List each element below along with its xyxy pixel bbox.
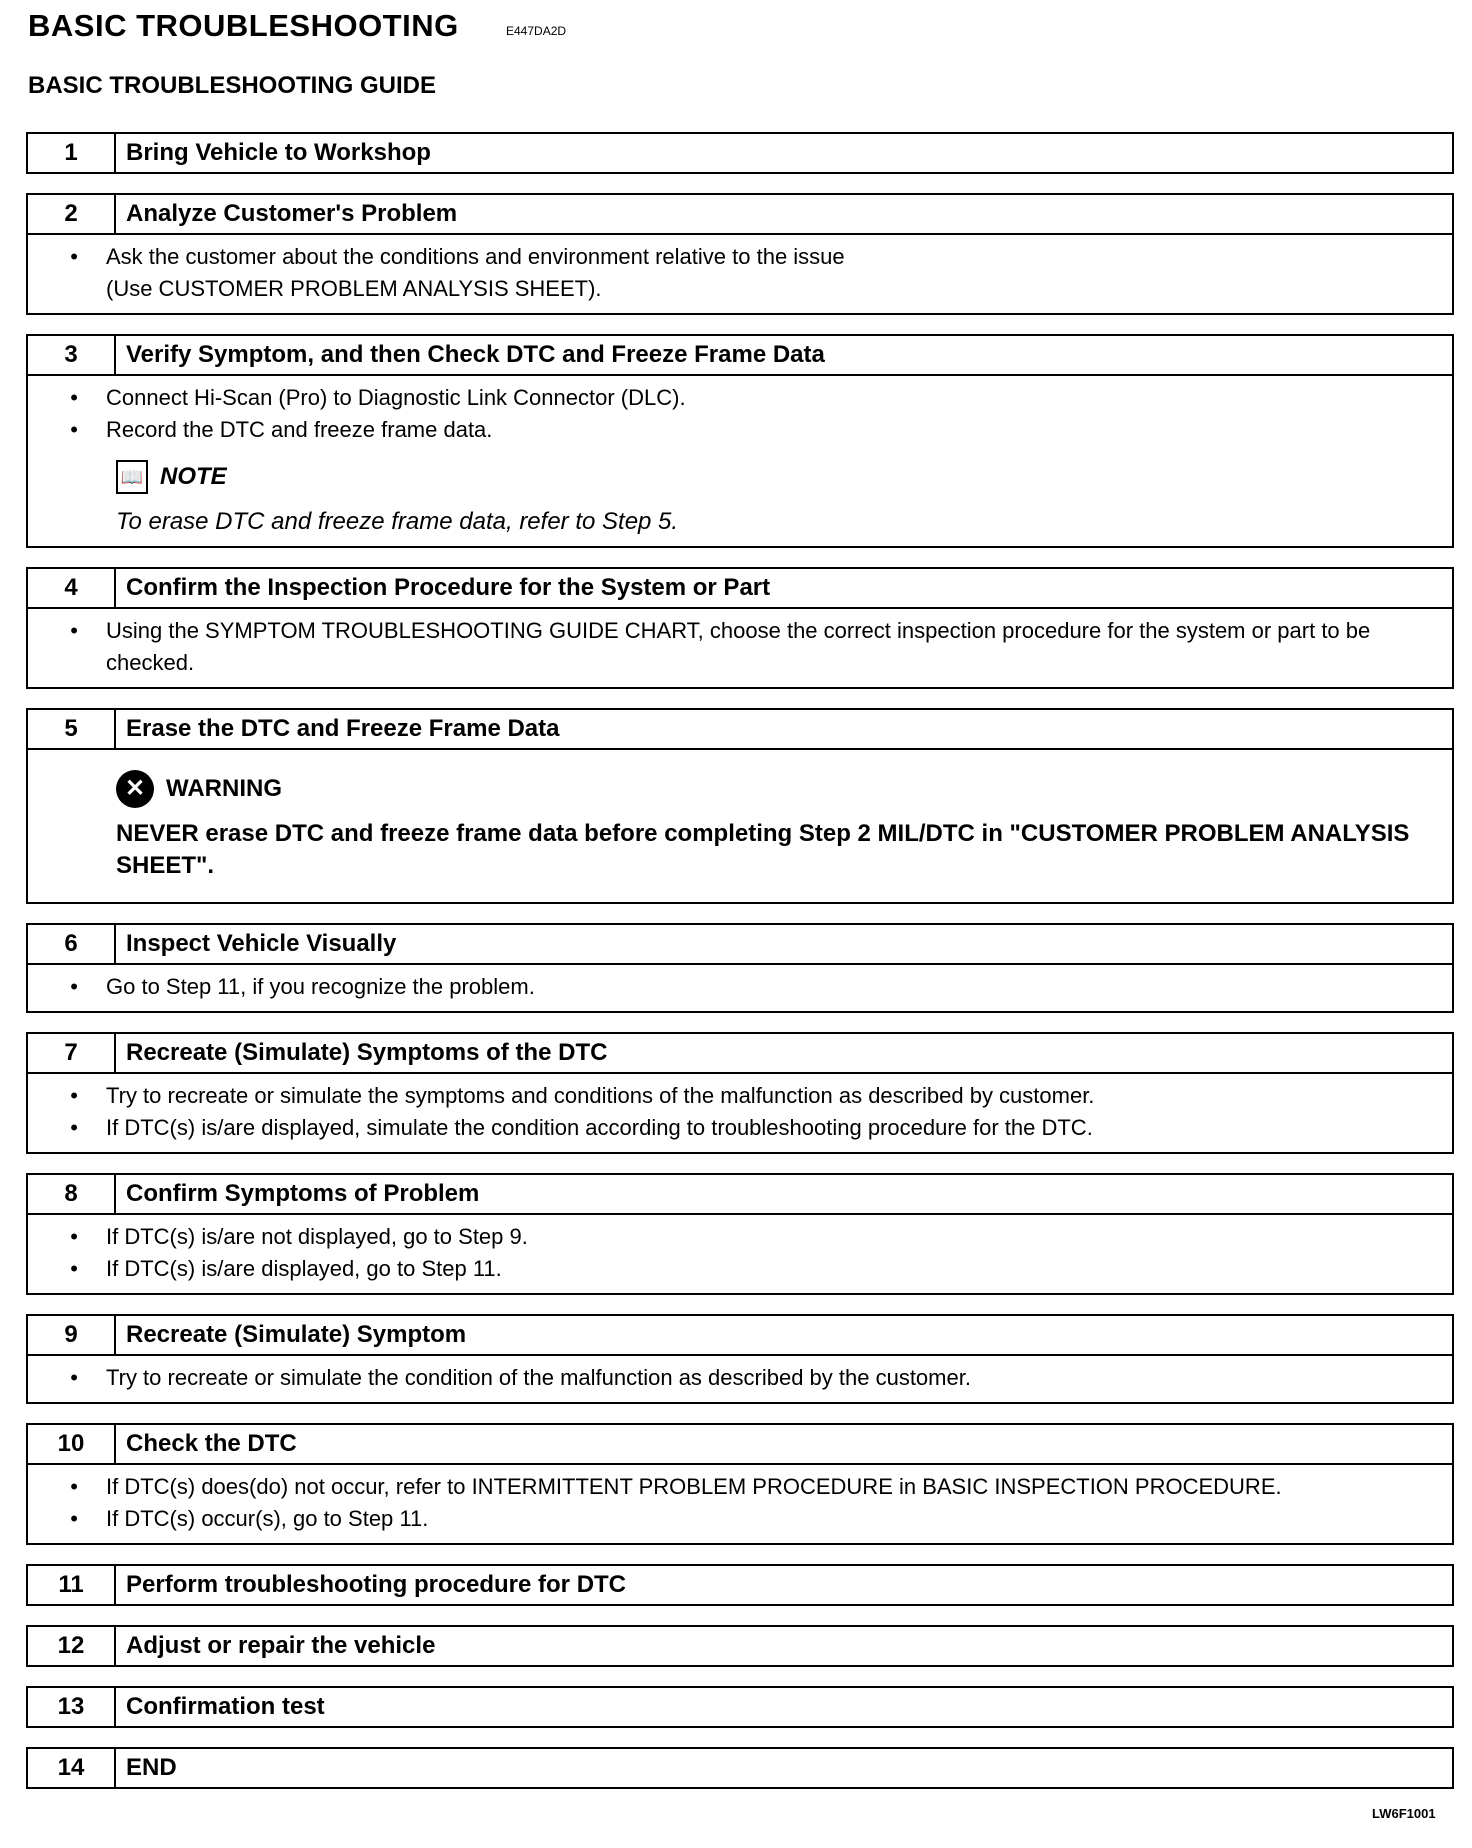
bullet-text: Using the SYMPTOM TROUBLESHOOTING GUIDE CHART, choose the correct inspection procedure for the system or part to be checked. xyxy=(106,618,1371,675)
step-box xyxy=(26,1747,1454,1789)
step-number: 11 xyxy=(28,1566,116,1604)
bullet-item xyxy=(28,1503,1452,1535)
step-title: Perform troubleshooting procedure for DTC xyxy=(126,1571,627,1598)
bullet-icon: • xyxy=(70,1083,78,1108)
step-header xyxy=(28,1566,1452,1604)
document-code: E447DA2D xyxy=(506,24,567,38)
bullet-text: Try to recreate or simulate the symptoms and conditions of the malfunction as described by customer. xyxy=(106,1083,1095,1108)
bullet-item xyxy=(28,971,1452,1003)
step-box xyxy=(26,567,1454,689)
bullet-item xyxy=(28,1362,1452,1394)
step-box xyxy=(26,923,1454,1013)
step-header xyxy=(28,1034,1452,1072)
step-header xyxy=(28,1316,1452,1354)
book-icon: 📖 xyxy=(116,460,148,494)
step-title: Analyze Customer's Problem xyxy=(126,200,458,227)
step-title: Confirmation test xyxy=(126,1693,325,1720)
bullet-item xyxy=(28,1112,1452,1144)
step-body xyxy=(28,963,1452,1011)
bullet-item xyxy=(28,414,1452,446)
step-header xyxy=(28,710,1452,748)
bullet-text: If DTC(s) does(do) not occur, refer to INTERMITTENT PROBLEM PROCEDURE in BASIC INSPECTION PROCEDURE. xyxy=(106,1474,1282,1499)
step-title: Erase the DTC and Freeze Frame Data xyxy=(126,715,560,742)
step-number: 5 xyxy=(28,710,116,748)
warning-text: NEVER erase DTC and freeze frame data before completing Step 2 MIL/DTC in "CUSTOMER PROBLEM ANALYSIS SHEET". xyxy=(116,820,1410,879)
bullet-item xyxy=(28,1253,1452,1285)
bullet-text: Record the DTC and freeze frame data. xyxy=(106,417,493,442)
step-header xyxy=(28,1627,1452,1665)
step-header xyxy=(28,1688,1452,1726)
step-box xyxy=(26,1686,1454,1728)
step-body xyxy=(28,1463,1452,1543)
step-box xyxy=(26,1564,1454,1606)
step-box xyxy=(26,1423,1454,1545)
step-header xyxy=(28,1749,1452,1787)
bullet-text: Connect Hi-Scan (Pro) to Diagnostic Link Connector (DLC). xyxy=(106,385,686,410)
bullet-item xyxy=(28,1221,1452,1253)
bullet-item xyxy=(28,241,1452,305)
bullet-icon: • xyxy=(70,1224,78,1249)
bullet-icon: • xyxy=(70,385,78,410)
step-title: Recreate (Simulate) Symptoms of the DTC xyxy=(126,1039,608,1066)
bullet-icon: • xyxy=(70,1256,78,1281)
bullet-item xyxy=(28,1471,1452,1503)
step-number: 12 xyxy=(28,1627,116,1665)
step-header xyxy=(28,925,1452,963)
step-body xyxy=(28,374,1452,546)
step-box xyxy=(26,1314,1454,1404)
bullet-icon: • xyxy=(70,1365,78,1390)
bullet-icon: • xyxy=(70,1506,78,1531)
step-title: Confirm the Inspection Procedure for the System or Part xyxy=(126,574,771,601)
step-number: 13 xyxy=(28,1688,116,1726)
bullet-item xyxy=(28,382,1452,414)
bullet-icon: • xyxy=(70,1474,78,1499)
step-header xyxy=(28,569,1452,607)
step-header xyxy=(28,195,1452,233)
section-title: BASIC TROUBLESHOOTING GUIDE xyxy=(28,72,437,99)
step-body xyxy=(28,1354,1452,1402)
step-title: Verify Symptom, and then Check DTC and Freeze Frame Data xyxy=(126,341,825,368)
step-body xyxy=(28,607,1452,687)
bullet-text: If DTC(s) is/are not displayed, go to Step 9. xyxy=(106,1224,528,1249)
step-number: 1 xyxy=(28,134,116,172)
step-number: 4 xyxy=(28,569,116,607)
step-header xyxy=(28,1425,1452,1463)
step-box xyxy=(26,132,1454,174)
bullet-text: Go to Step 11, if you recognize the problem. xyxy=(106,974,535,999)
step-body xyxy=(28,1213,1452,1293)
bullet-icon: • xyxy=(70,1115,78,1140)
step-body xyxy=(28,233,1452,313)
step-header xyxy=(28,1175,1452,1213)
figure-code: LW6F1001 xyxy=(1372,1806,1436,1821)
bullet-icon: • xyxy=(70,974,78,999)
bullet-text: If DTC(s) is/are displayed, go to Step 11. xyxy=(106,1256,502,1281)
step-title: END xyxy=(126,1754,177,1781)
note-heading xyxy=(116,460,1452,494)
step-box xyxy=(26,1173,1454,1295)
step-box xyxy=(26,334,1454,548)
step-title: Check the DTC xyxy=(126,1430,297,1457)
step-box xyxy=(26,708,1454,904)
step-body xyxy=(28,1072,1452,1152)
bullet-icon: • xyxy=(70,618,78,643)
note-text: To erase DTC and freeze frame data, refer to Step 5. xyxy=(116,508,679,535)
step-number: 10 xyxy=(28,1425,116,1463)
bullet-icon: • xyxy=(70,417,78,442)
step-box xyxy=(26,1625,1454,1667)
bullet-text: If DTC(s) is/are displayed, simulate the condition according to troubleshooting procedure for the DTC. xyxy=(106,1115,1093,1140)
step-number: 7 xyxy=(28,1034,116,1072)
steps-list xyxy=(26,132,1454,1808)
step-body xyxy=(28,748,1452,902)
bullet-text: Ask the customer about the conditions and environment relative to the issue (Use CUSTOMER PROBLEM ANALYSIS SHEET). xyxy=(106,244,845,301)
step-number: 14 xyxy=(28,1749,116,1787)
step-number: 2 xyxy=(28,195,116,233)
warning-x-icon: ✕ xyxy=(116,770,154,808)
page-title: BASIC TROUBLESHOOTING xyxy=(28,8,459,43)
step-number: 6 xyxy=(28,925,116,963)
bullet-item xyxy=(28,1080,1452,1112)
step-number: 3 xyxy=(28,336,116,374)
step-box xyxy=(26,193,1454,315)
step-title: Inspect Vehicle Visually xyxy=(126,930,397,957)
bullet-text: If DTC(s) occur(s), go to Step 11. xyxy=(106,1506,429,1531)
step-header xyxy=(28,336,1452,374)
step-box xyxy=(26,1032,1454,1154)
warning-heading xyxy=(116,770,1452,808)
step-title: Adjust or repair the vehicle xyxy=(126,1632,436,1659)
warning-label: WARNING xyxy=(166,775,282,802)
step-number: 8 xyxy=(28,1175,116,1213)
step-title: Recreate (Simulate) Symptom xyxy=(126,1321,467,1348)
step-title: Confirm Symptoms of Problem xyxy=(126,1180,480,1207)
step-title: Bring Vehicle to Workshop xyxy=(126,139,431,166)
bullet-icon: • xyxy=(70,244,78,269)
step-header xyxy=(28,134,1452,172)
bullet-text: Try to recreate or simulate the condition of the malfunction as described by the customer. xyxy=(106,1365,971,1390)
bullet-item xyxy=(28,615,1452,679)
note-label: NOTE xyxy=(160,463,227,490)
step-number: 9 xyxy=(28,1316,116,1354)
